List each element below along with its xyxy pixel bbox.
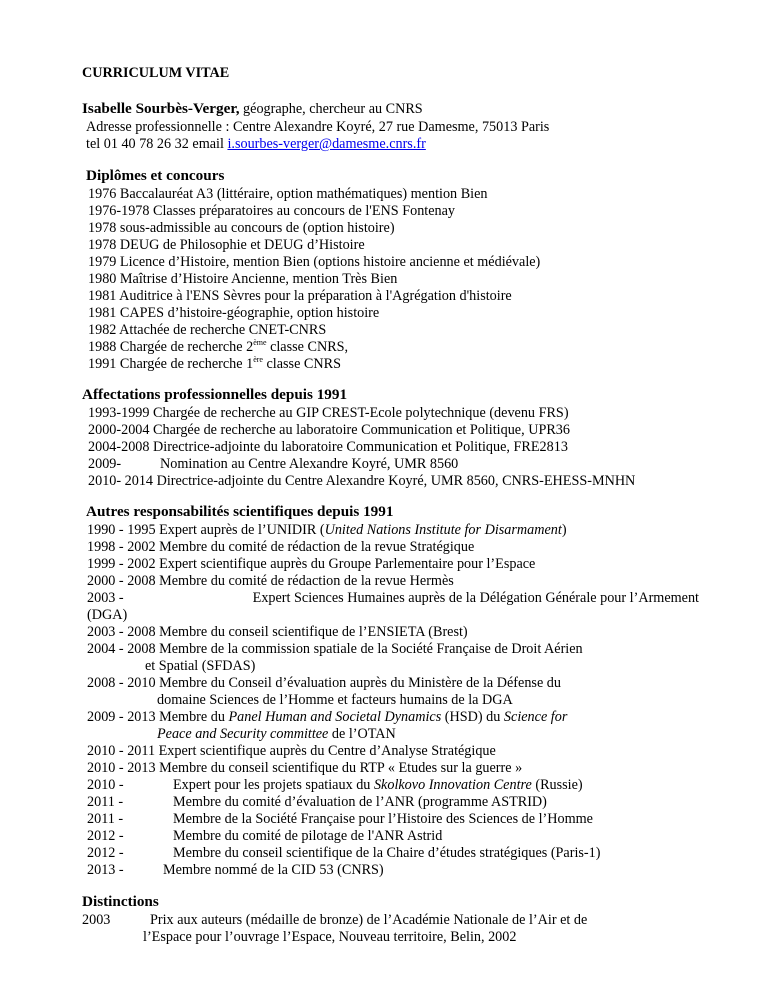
item-text: 1988 Chargée de recherche 2 [88,339,254,355]
list-item: 2000 - 2008 Membre du comité de rédaction de la revue Hermès [87,573,454,589]
list-item [88,456,458,473]
item-text: de l’OTAN [328,726,396,742]
list-item: 2000-2004 Chargée de recherche au laboratoire Communication et Politique, UPR36 [88,422,570,438]
list-item [87,777,583,794]
item-year: 2012 - [87,845,124,861]
list-item: 1980 Maîtrise d’Histoire Ancienne, mention Très Bien [88,271,398,287]
item-italic: Peace and Security committee [157,726,329,742]
list-item [87,794,547,811]
item-text: Membre de la Société Française pour l’Histoire des Sciences de l’Homme [173,811,593,827]
list-item: 2008 - 2010 Membre du Conseil d’évaluation auprès du Ministère de la Défense du [87,675,561,691]
list-item: 2003 - 2008 Membre du conseil scientifique de l’ENSIETA (Brest) [87,624,468,640]
item-text: ) [561,522,567,538]
page-title: CURRICULUM VITAE [82,65,230,81]
item-text: 2009 - 2013 Membre du [87,709,229,725]
item-year: 2013 - [87,862,124,878]
list-item [88,356,341,373]
item-year: 2009- [88,456,122,472]
item-text: (HSD) du [441,709,504,725]
list-item: 2004 - 2008 Membre de la commission spatiale de la Société Française de Droit Aérien [87,641,583,657]
list-item: 1982 Attachée de recherche CNET-CNRS [88,322,327,338]
list-item: 2010 - 2013 Membre du conseil scientifique du RTP « Etudes sur la guerre » [87,760,523,776]
item-text: classe CNRS, [266,339,349,355]
email-link[interactable]: i.sourbes-verger@damesme.cnrs.fr [227,136,426,152]
item-text: Nomination au Centre Alexandre Koyré, UMR 8560 [160,456,459,472]
item-italic: Panel Human and Societal Dynamics [228,709,442,725]
list-item-continuation: domaine Sciences de l’Homme et facteurs humains de la DGA [157,692,513,708]
list-item [87,845,600,862]
list-item: 1976-1978 Classes préparatoires au concours de l'ENS Fontenay [88,203,456,219]
item-text: 1991 Chargée de recherche 1 [88,356,254,372]
list-item [82,912,587,929]
item-italic: Skolkovo Innovation Centre [373,777,532,793]
list-item: 1981 Auditrice à l'ENS Sèvres pour la préparation à l'Agrégation d'histoire [88,288,512,304]
item-year: 2010 - [87,777,124,793]
list-item: 1978 DEUG de Philosophie et DEUG d’Histoire [88,237,365,253]
item-year: 2012 - [87,828,124,844]
list-item [87,590,699,607]
contact-line [86,136,426,153]
list-item: 2010- 2014 Directrice-adjointe du Centre Alexandre Koyré, UMR 8560, CNRS-EHESS-MNHN [88,473,636,489]
item-text: Membre du comité de pilotage de l'ANR Astrid [173,828,443,844]
item-text: classe CNRS [262,356,341,372]
list-item: 2004-2008 Directrice-adjointe du laboratoire Communication et Politique, FRE2813 [88,439,568,455]
section-heading-autres: Autres responsabilités scientifiques depuis 1991 [86,503,394,520]
section-heading-diplomes: Diplômes et concours [86,167,225,184]
item-year: 2003 [82,912,111,928]
contact-prefix: tel 01 40 78 26 32 email [86,136,228,152]
list-item-continuation: l’Espace pour l’ouvrage l’Espace, Nouveau territoire, Belin, 2002 [143,929,517,945]
item-year: 2011 - [87,794,124,810]
list-item [88,339,348,356]
list-item: 1976 Baccalauréat A3 (littéraire, option mathématiques) mention Bien [88,186,488,202]
section-heading-distinctions: Distinctions [82,893,159,910]
author-role: géographe, chercheur au CNRS [239,101,423,117]
superscript: ème [253,338,267,347]
list-item: 1999 - 2002 Expert scientifique auprès du Groupe Parlementaire pour l’Espace [87,556,536,572]
list-item [87,862,384,879]
section-heading-affectations: Affectations professionnelles depuis 1991 [82,386,348,403]
item-text: Membre du conseil scientifique de la Chaire d’études stratégiques (Paris-1) [173,845,601,861]
list-item [87,811,593,828]
list-item-continuation [157,726,396,743]
list-item: 1993-1999 Chargée de recherche au GIP CREST-Ecole polytechnique (devenu FRS) [88,405,569,421]
list-item-continuation: et Spatial (SFDAS) [145,658,256,674]
item-italic: United Nations Institute for Disarmament [324,522,562,538]
item-text: (Russie) [531,777,583,793]
list-item: 1978 sous-admissible au concours de (option histoire) [88,220,395,236]
author-name: Isabelle Sourbès-Verger, [82,100,240,117]
list-item: 2010 - 2011 Expert scientifique auprès du Centre d’Analyse Stratégique [87,743,496,759]
item-year: 2011 - [87,811,124,827]
item-text: Membre du comité d’évaluation de l’ANR (programme ASTRID) [173,794,547,810]
superscript: ère [253,355,263,364]
item-text: 1990 - 1995 Expert auprès de l’UNIDIR ( [87,522,325,538]
list-item: 1998 - 2002 Membre du comité de rédaction de la revue Stratégique [87,539,475,555]
item-text: Expert Sciences Humaines auprès de la Délégation Générale pour l’Armement [252,590,699,606]
list-item [87,709,567,726]
list-item-continuation: (DGA) [87,607,128,623]
list-item: 1979 Licence d’Histoire, mention Bien (options histoire ancienne et médiévale) [88,254,541,270]
item-italic: Science for [503,709,568,725]
list-item [87,522,567,539]
list-item: 1981 CAPES d’histoire-géographie, option histoire [88,305,380,321]
item-text: Membre nommé de la CID 53 (CNRS) [163,862,384,878]
address-line: Adresse professionnelle : Centre Alexandre Koyré, 27 rue Damesme, 75013 Paris [86,119,550,135]
list-item [87,828,442,845]
author-line [82,100,423,118]
item-text: Prix aux auteurs (médaille de bronze) de l’Académie Nationale de l’Air et de [150,912,588,928]
item-text: Expert pour les projets spatiaux du [173,777,374,793]
item-year: 2003 - [87,590,124,606]
